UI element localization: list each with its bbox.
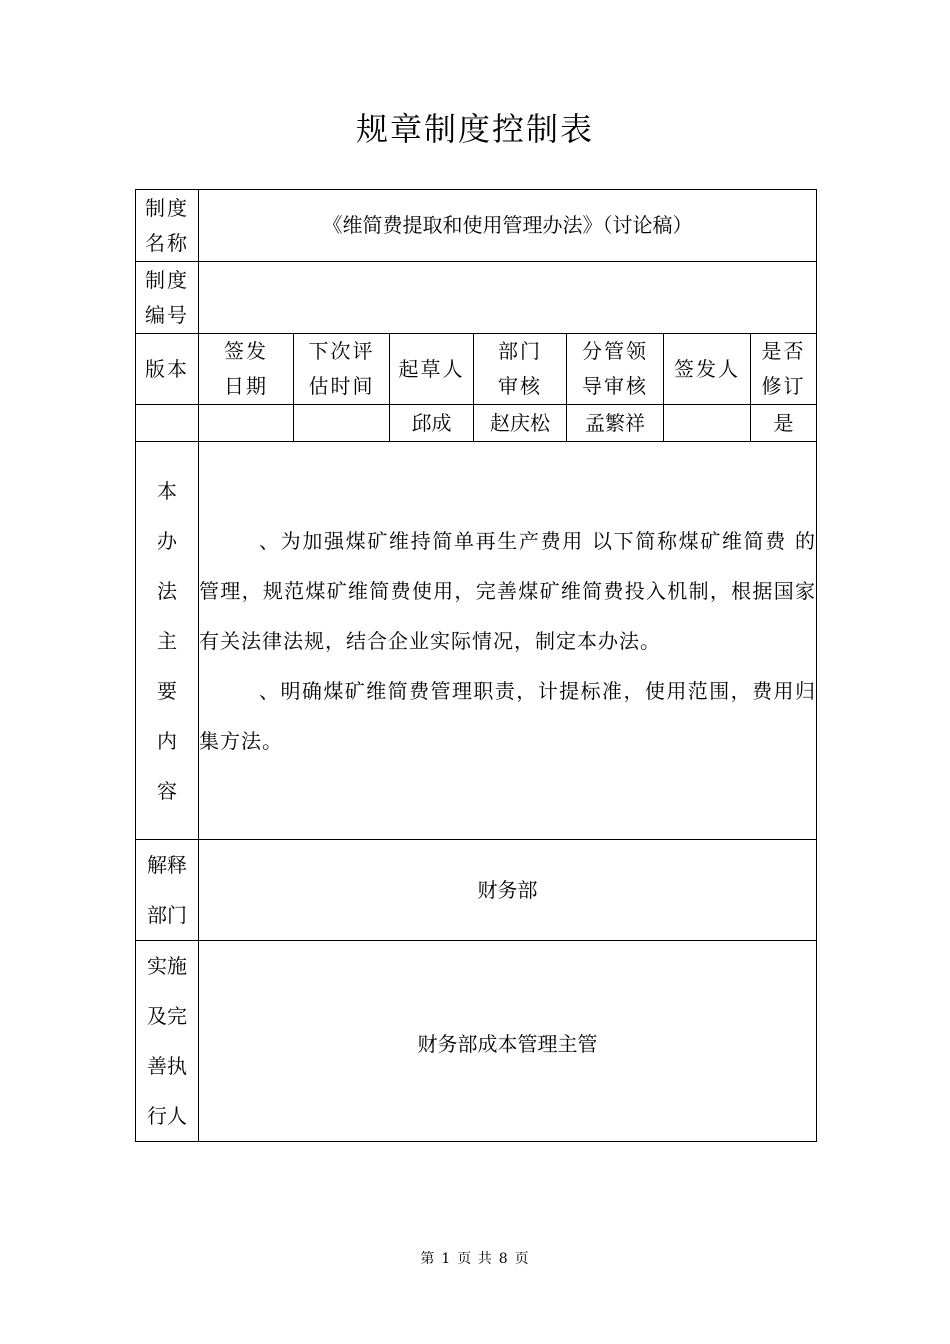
header-next-review: 下次评 估时间 [294,334,390,405]
value-drafter: 邱成 [390,405,474,442]
implement-label: 实施 及完 善执 行人 [136,941,199,1142]
header-sign-date: 签发 日期 [199,334,294,405]
value-next-review [294,405,390,442]
explain-value: 财务部 [199,840,817,941]
row-number [136,262,817,334]
header-drafter: 起草人 [390,334,474,405]
content-paragraph: 、为加强煤矿维持简单再生产费用 以下简称煤矿维简费 的管理，规范煤矿维简费使用，完善煤矿维简费投入机制，根据国家有关法律法规，结合企业实际情况，制定本办法。 [199,528,816,653]
value-leader-review: 孟繁祥 [567,405,664,442]
page-footer: 第 1 页 共 8 页 [420,1251,530,1267]
row-values [136,405,817,442]
content-body [199,442,817,840]
page-total: 8 [498,1251,509,1267]
header-issuer: 签发人 [664,334,751,405]
page-title: 规章制度控制表 [355,110,594,148]
value-version [136,405,199,442]
control-table [135,189,817,1142]
row-implement [136,941,817,1142]
number-label: 制度 编号 [136,262,199,334]
header-leader-review: 分管领 导审核 [567,334,664,405]
value-sign-date [199,405,294,442]
name-value: 《维简费提取和使用管理办法》（讨论稿） [199,190,817,262]
row-name [136,190,817,262]
content-label: 本 办 法 主 要 内 容 [136,442,199,840]
name-label: 制度 名称 [136,190,199,262]
header-dept-review: 部门 审核 [474,334,567,405]
page-number: 1 [441,1251,452,1267]
explain-label: 解释 部门 [136,840,199,941]
value-issuer [664,405,751,442]
header-revised: 是否 修订 [751,334,817,405]
number-value [199,262,817,334]
value-dept-review: 赵庆松 [474,405,567,442]
row-headers [136,334,817,405]
implement-value: 财务部成本管理主管 [199,941,817,1142]
content-paragraph: 、明确煤矿维简费管理职责，计提标准，使用范围，费用归集方法。 [199,678,816,753]
value-revised: 是 [751,405,817,442]
header-version: 版本 [136,334,199,405]
row-content [136,442,817,840]
row-explain [136,840,817,941]
